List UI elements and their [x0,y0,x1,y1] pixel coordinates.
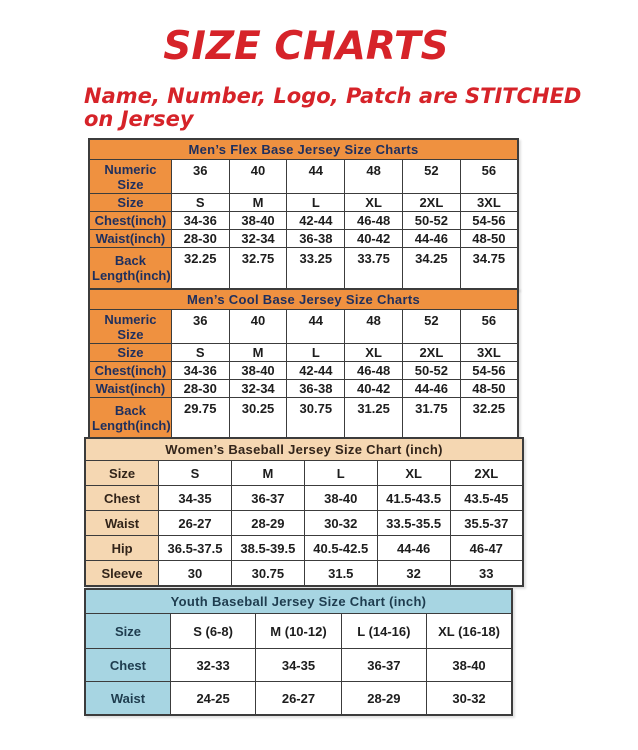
size-value-cell: 41.5-43.5 [377,486,450,511]
size-value-cell: 30-32 [427,682,512,716]
size-value-cell: XL [345,344,403,362]
size-value-cell: 34.75 [460,248,518,290]
size-value-cell: 36-37 [231,486,304,511]
size-value-cell: 40 [229,160,287,194]
size-value-cell: 32-34 [229,380,287,398]
size-value-cell: 3XL [460,194,518,212]
size-value-cell: L [287,344,345,362]
size-value-cell: 34-36 [171,212,229,230]
size-value-cell: 26-27 [159,511,232,536]
row-label: Chest(inch) [89,362,171,380]
size-value-cell: 24-25 [170,682,255,716]
size-value-cell: 42-44 [287,362,345,380]
size-value-cell: L [304,461,377,486]
subtitle-line-1: Name, Number, Logo, Patch are STITCHED [84,84,582,108]
size-value-cell: 44 [287,310,345,344]
size-value-cell: XL (16-18) [427,614,512,649]
womens-baseball-size-table [84,437,524,587]
size-value-cell: 44-46 [402,230,460,248]
size-value-cell: L (14-16) [341,614,426,649]
row-label: Waist(inch) [89,380,171,398]
size-value-cell: 2XL [402,344,460,362]
row-label: Chest [85,486,159,511]
size-value-cell: M (10-12) [256,614,341,649]
size-value-cell: L [287,194,345,212]
size-value-cell: 52 [402,160,460,194]
size-value-cell: 40.5-42.5 [304,536,377,561]
size-value-cell: 38-40 [304,486,377,511]
size-value-cell: 36 [171,310,229,344]
size-value-cell: 56 [460,310,518,344]
size-value-cell: 34.25 [402,248,460,290]
page-title: SIZE CHARTS [163,24,449,69]
size-value-cell: 36-38 [287,230,345,248]
size-value-cell: 28-29 [341,682,426,716]
size-value-cell: 48-50 [460,380,518,398]
size-value-cell: 50-52 [402,362,460,380]
youth-baseball-size-table [84,588,513,716]
size-value-cell: 36.5-37.5 [159,536,232,561]
size-value-cell: 33.25 [287,248,345,290]
size-value-cell: S (6-8) [170,614,255,649]
size-value-cell: 46-47 [450,536,523,561]
size-value-cell: 44 [287,160,345,194]
row-label: Hip [85,536,159,561]
row-label: Numeric Size [89,310,171,344]
size-value-cell: 32.25 [460,398,518,440]
size-value-cell: 48-50 [460,230,518,248]
size-value-cell: 40-42 [345,380,403,398]
size-value-cell: 56 [460,160,518,194]
size-value-cell: 29.75 [171,398,229,440]
size-value-cell: 33 [450,561,523,587]
size-value-cell: 35.5-37 [450,511,523,536]
size-chart-table [88,138,519,290]
size-value-cell: 26-27 [256,682,341,716]
size-value-cell: 38.5-39.5 [231,536,304,561]
size-value-cell: 30-32 [304,511,377,536]
size-value-cell: 36-37 [341,649,426,682]
size-value-cell: 44-46 [402,380,460,398]
size-value-cell: S [171,194,229,212]
size-value-cell: 28-30 [171,380,229,398]
size-value-cell: 54-56 [460,212,518,230]
size-value-cell: 34-36 [171,362,229,380]
size-value-cell: 32-33 [170,649,255,682]
size-value-cell: 50-52 [402,212,460,230]
size-value-cell: 30.75 [287,398,345,440]
row-label: Back Length(inch) [89,248,171,290]
size-value-cell: 40-42 [345,230,403,248]
mens-cool-base-size-table [88,288,519,440]
row-label: Size [89,344,171,362]
table-title: Men’s Flex Base Jersey Size Charts [89,139,518,160]
size-value-cell: 54-56 [460,362,518,380]
row-label: Chest(inch) [89,212,171,230]
size-value-cell: 42-44 [287,212,345,230]
size-value-cell: 46-48 [345,212,403,230]
row-label: Sleeve [85,561,159,587]
size-value-cell: 31.5 [304,561,377,587]
size-value-cell: 36 [171,160,229,194]
size-value-cell: 31.25 [345,398,403,440]
size-value-cell: 30 [159,561,232,587]
size-value-cell: S [159,461,232,486]
size-value-cell: 34-35 [256,649,341,682]
size-value-cell: 48 [345,160,403,194]
size-value-cell: M [229,344,287,362]
row-label: Numeric Size [89,160,171,194]
row-label: Size [85,461,159,486]
size-chart-table [88,288,519,440]
size-value-cell: 33.75 [345,248,403,290]
size-value-cell: 2XL [402,194,460,212]
table-title: Women’s Baseball Jersey Size Chart (inch) [85,438,523,461]
size-value-cell: 52 [402,310,460,344]
size-value-cell: 3XL [460,344,518,362]
size-value-cell: 38-40 [229,212,287,230]
row-label: Waist [85,511,159,536]
page-subtitle [84,85,604,131]
row-label: Size [85,614,170,649]
size-value-cell: S [171,344,229,362]
row-label: Back Length(inch) [89,398,171,440]
size-chart-table [84,588,513,716]
size-value-cell: 30.75 [231,561,304,587]
size-value-cell: 40 [229,310,287,344]
size-value-cell: 32 [377,561,450,587]
size-value-cell: 36-38 [287,380,345,398]
subtitle-line-2: on Jersey [84,107,194,131]
size-value-cell: 48 [345,310,403,344]
size-value-cell: 34-35 [159,486,232,511]
size-value-cell: 31.75 [402,398,460,440]
size-value-cell: 32.75 [229,248,287,290]
size-value-cell: 30.25 [229,398,287,440]
size-value-cell: 28-30 [171,230,229,248]
size-value-cell: 38-40 [427,649,512,682]
size-value-cell: 43.5-45 [450,486,523,511]
size-value-cell: M [229,194,287,212]
size-chart-table [84,437,524,587]
size-value-cell: 28-29 [231,511,304,536]
size-value-cell: 46-48 [345,362,403,380]
mens-flex-base-size-table [88,138,519,290]
table-title: Men’s Cool Base Jersey Size Charts [89,289,518,310]
size-value-cell: 38-40 [229,362,287,380]
size-value-cell: 44-46 [377,536,450,561]
size-value-cell: 32.25 [171,248,229,290]
size-value-cell: XL [345,194,403,212]
size-value-cell: M [231,461,304,486]
row-label: Size [89,194,171,212]
size-value-cell: XL [377,461,450,486]
row-label: Waist [85,682,170,716]
row-label: Chest [85,649,170,682]
size-value-cell: 33.5-35.5 [377,511,450,536]
size-value-cell: 2XL [450,461,523,486]
table-title: Youth Baseball Jersey Size Chart (inch) [85,589,512,614]
row-label: Waist(inch) [89,230,171,248]
size-value-cell: 32-34 [229,230,287,248]
